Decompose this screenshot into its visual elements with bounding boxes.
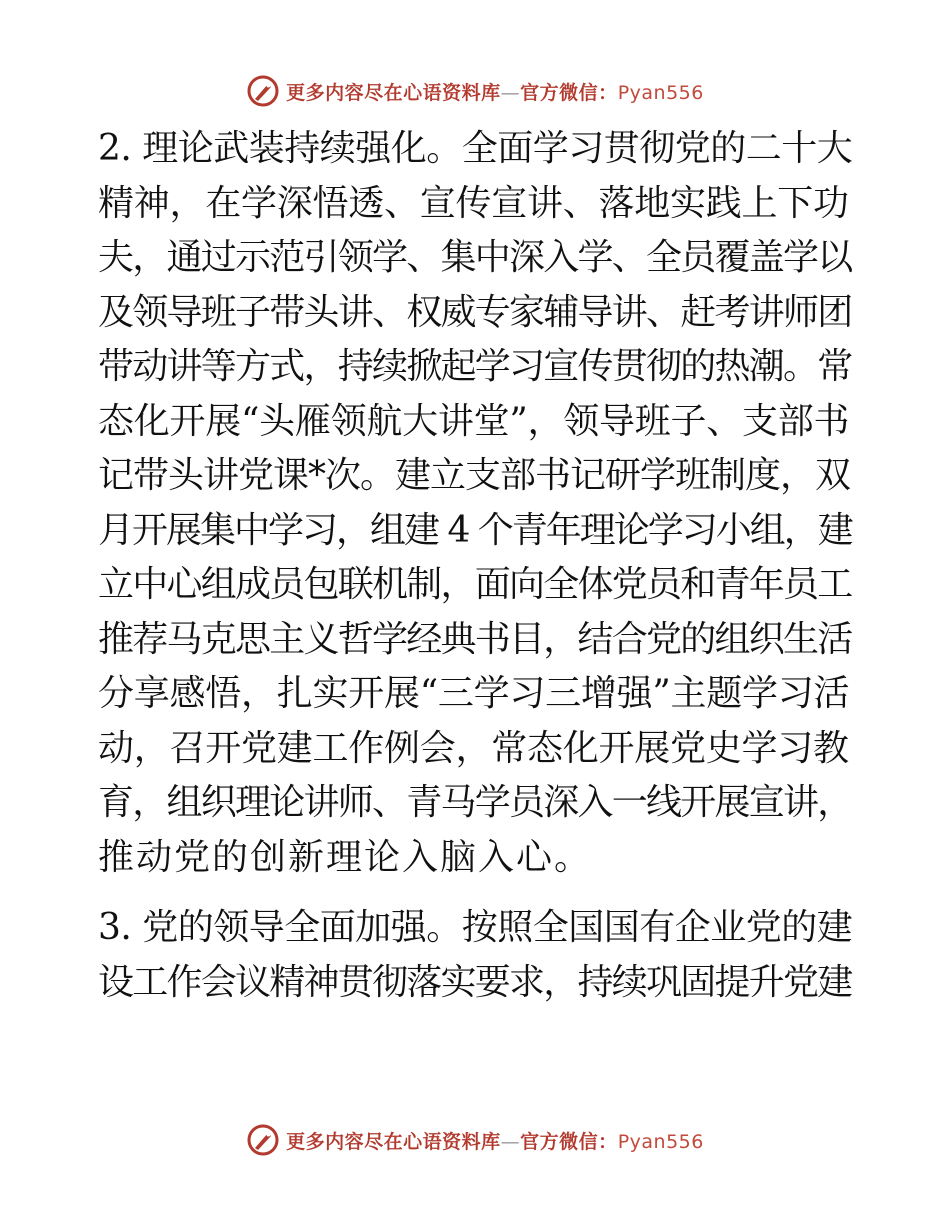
text-line: 育，组织理论讲师、青马学员深入一线开展宣讲， [98, 782, 852, 823]
document-body [98, 122, 852, 1010]
paragraph-theory-arming [98, 122, 852, 885]
watermark-text: 更多内容尽在心语资料库—官方微信：Pyan556 [286, 81, 704, 104]
text-line: 立中心组成员包联机制，面向全体党员和青年员工 [98, 564, 852, 605]
paragraph-party-leadership [98, 901, 852, 1010]
pen-nib-logo-icon [246, 74, 280, 108]
header-watermark [0, 71, 950, 111]
pen-nib-logo-icon [246, 1123, 280, 1157]
text-line: 2. 理论武装持续强化。全面学习贯彻党的二十大 [98, 128, 853, 169]
text-line: 精神，在学深悟透、宣传宣讲、落地实践上下功 [98, 182, 849, 224]
text-line: 带动讲等方式，持续掀起学习宣传贯彻的热潮。常 [98, 346, 852, 387]
text-line: 记带头讲党课*次。建立支部书记研学班制度，双 [98, 455, 851, 496]
text-line: 夫，通过示范引领学、集中深入学、全员覆盖学以 [98, 237, 852, 278]
watermark-text: 更多内容尽在心语资料库—官方微信：Pyan556 [286, 1130, 704, 1153]
text-line: 推荐马克思主义哲学经典书目，结合党的组织生活 [98, 618, 852, 660]
footer-watermark [0, 1120, 950, 1160]
text-line: 动，召开党建工作例会，常态化开展党史学习教 [98, 727, 849, 769]
text-line: 分享感悟，扎实开展“三学习三增强”主题学习活 [98, 673, 850, 714]
text-line: 态化开展“头雁领航大讲堂”，领导班子、支部书 [98, 400, 850, 442]
text-line: 设工作会议精神贯彻落实要求，持续巩固提升党建 [98, 961, 852, 1003]
text-line: 及领导班子带头讲、权威专家辅导讲、赶考讲师团 [98, 291, 852, 333]
text-line: 推动党的创新理论入脑入心。 [98, 836, 593, 878]
text-line: 月开展集中学习，组建 4 个青年理论学习小组，建 [98, 509, 852, 551]
text-line: 3. 党的领导全面加强。按照全国国有企业党的建 [98, 907, 853, 948]
